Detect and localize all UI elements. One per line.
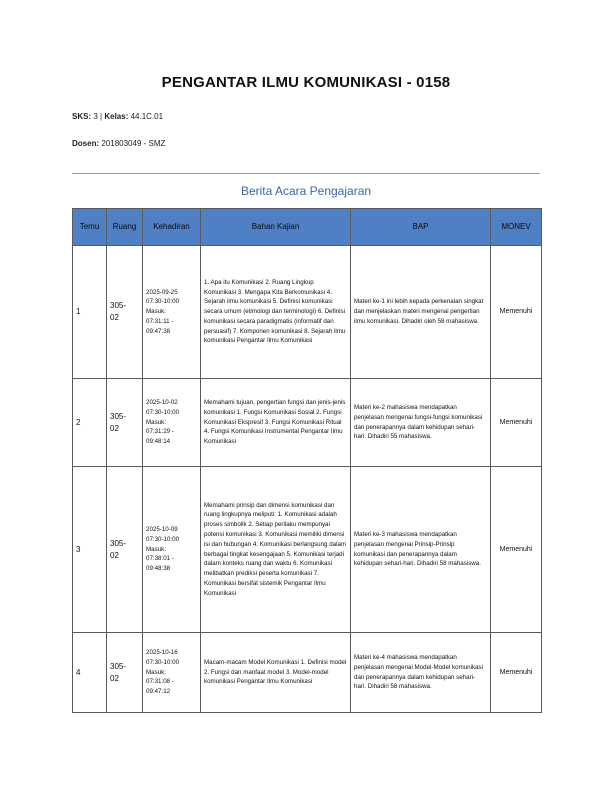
header-bahan-kajian: Bahan Kajian (201, 209, 351, 246)
cell-bahan-kajian: Memahami prinsip dan dimensi komunikasi dan ruang lingkupnya meliputi: 1. Komunikasi adalah proses simbolik 2. Setiap perilaku mempunyai potensi komunikasi 3. Komunikasi memiliki dimensi isi dan hubungan 4. Komunikasi berlangsung dalam berbagai tingkat kesengajaan 5. Komunikasi terjadi dalam konteks ruang dan waktu 6. Komunikasi melibatkan prediksi peserta komunikasi 7. Komunikasi bersifat sistemik Pengantar Ilmu Komunikasi (201, 467, 351, 633)
table-row (73, 467, 542, 633)
section-subtitle: Berita Acara Pengajaran (240, 184, 372, 198)
header-kehadiran: Kehadiran (143, 209, 201, 246)
cell-bap: Materi ke-2 mahasiswa mendapatkan penjelasan mengenai fungsi-fungsi komunikasi dan penerapannya dalam kehidupan sehari-hari. Dihadiri 55 mahasiswa. (351, 379, 491, 467)
cell-kehadiran: 2025-10-09 07:30-10:00 Masuk: 07:38:01 - 09:48:38 (143, 467, 201, 633)
header-monev: MONEV (491, 209, 542, 246)
cell-ruang: 305- 02 (107, 379, 143, 467)
cell-kehadiran: 2025-10-02 07:30-10:00 Masuk: 07:31:29 - 09:48:14 (143, 379, 201, 467)
cell-ruang: 305- 02 (107, 467, 143, 633)
kelas-label: Kelas: (104, 112, 129, 121)
course-meta-line (72, 112, 163, 121)
cell-bahan-kajian: Macam-macam Model Komunikasi 1. Definisi model 2. Fungsi dan manfaat model 3. Model-model komunikasi Pengantar Ilmu Komunikasi (201, 633, 351, 713)
cell-ruang: 305- 02 (107, 633, 143, 713)
cell-temu: 2 (73, 379, 107, 467)
header-bap: BAP (351, 209, 491, 246)
cell-ruang: 305- 02 (107, 246, 143, 379)
table-row (73, 379, 542, 467)
cell-temu: 1 (73, 246, 107, 379)
sks-value: 3 (93, 112, 98, 121)
document-title: PENGANTAR ILMU KOMUNIKASI - 0158 (161, 74, 451, 91)
section-divider (72, 173, 540, 174)
cell-temu: 3 (73, 467, 107, 633)
teaching-record-table (72, 208, 542, 713)
dosen-value: 201803049 - SMZ (101, 139, 166, 148)
cell-monev: Memenuhi (491, 379, 542, 467)
table-header-row (73, 209, 542, 246)
lecturer-meta-line (72, 139, 165, 148)
sks-label: SKS: (72, 112, 92, 121)
table-body (73, 246, 542, 713)
cell-bap: Materi ke-3 mahasiswa mendapatkan penjelasan mengenai Prinsip-Prinsip komunikasi dan penerapannya dalam kehidupan sehari-hari. Dihadiri 58 mahasiswa. (351, 467, 491, 633)
cell-temu: 4 (73, 633, 107, 713)
cell-bap: Materi ke-1 ini lebih kepada perkenalan singkat dan menjelaskan materi mengenai pengertian ilmu komunikasi. Dihadiri oleh 58 mahasiswa. (351, 246, 491, 379)
cell-monev: Memenuhi (491, 246, 542, 379)
kelas-value: 44.1C.01 (130, 112, 164, 121)
dosen-label: Dosen: (72, 139, 100, 148)
cell-bahan-kajian: Memahami tujuan, pengertian fungsi dan jenis-jenis komunikasi 1. Fungsi Komunikasi Sosial 2. Fungsi Komunikasi Ekspresif 3. Fungsi Komunikasi Ritual 4. Fungsi Komunikasi Instrumental Pengantar Ilmu Komunikasi (201, 379, 351, 467)
cell-bahan-kajian: 1. Apa itu Komunikasi 2. Ruang Lingkup Komunikasi 3. Mengapa Kita Berkomunikasi 4. Sejarah ilmu komunikasi 5. Definisi komunikasi secara umum (etimologi dan terminologi) 6. Definisi komunikasi secara paradigmatis (informatif dan persuasif) 7. Komponen komunikasi 8. Sejarah ilmu komunikasi Pengantar Ilmu Komunikasi (201, 246, 351, 379)
meta-separator: | (100, 112, 103, 121)
cell-kehadiran: 2025-09-25 07:30-10:00 Masuk: 07:31:11 - 09:47:38 (143, 246, 201, 379)
cell-monev: Memenuhi (491, 633, 542, 713)
table-row (73, 633, 542, 713)
header-ruang: Ruang (107, 209, 143, 246)
cell-monev: Memenuhi (491, 467, 542, 633)
header-temu: Temu (73, 209, 107, 246)
cell-kehadiran: 2025-10-16 07:30-10:00 Masuk: 07:31:08 - 09:47:12 (143, 633, 201, 713)
cell-bap: Materi ke-4 mahasiswa mendapatkan penjelasan mengenai Model-Model komunikasi dan penerapannya dalam kehidupan sehari-hari. Dihadiri 58 mahasiswa. (351, 633, 491, 713)
table-row (73, 246, 542, 379)
